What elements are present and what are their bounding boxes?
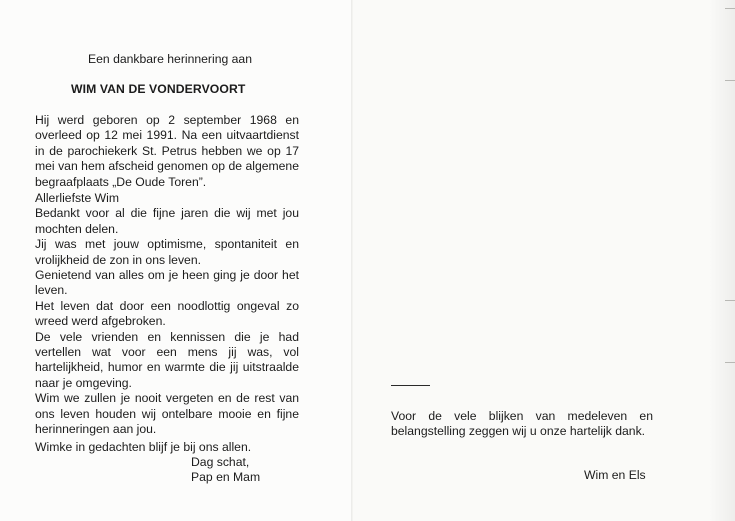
page-edge-mark	[725, 362, 735, 363]
poem-line: Bedankt voor al die fijne jaren die wij met jou mochten delen.	[35, 206, 299, 236]
poem-line: De vele vrienden en kennissen die je had vertellen wat voor een mens jij was, vol hartelijkheid, humor en warmte die jij uitstraalde naar je omgeving.	[35, 329, 299, 390]
thanks-paragraph: Voor de vele blijken van medeleven en belangstelling zeggen wij u onze hartelijk dank.	[391, 409, 653, 439]
closing-line: Wimke in gedachten blijf je bij ons allen.	[35, 440, 252, 454]
parents-signature: Pap en Mam	[191, 470, 261, 484]
deceased-name: WIM VAN DE VONDERVOORT	[71, 82, 246, 96]
farewell-line: Dag schat,	[191, 455, 250, 469]
poem-line: Genietend van alles om je heen ging je door het leven.	[35, 268, 299, 298]
intro-line: Een dankbare herinnering aan	[88, 52, 252, 66]
right-page	[353, 0, 735, 521]
thanks-signature: Wim en Els	[584, 468, 646, 482]
page-edge-mark	[725, 80, 735, 81]
poem-line: Wim we zullen je nooit vergeten en de rest van ons leven houden wij ontelbare mooie en fijne herinneringen aan jou.	[35, 391, 299, 437]
poem	[35, 191, 299, 438]
poem-line: Het leven dat door een noodlottig ongeval zo wreed werd afgebroken.	[35, 298, 299, 329]
page-edge-shadow	[709, 0, 735, 521]
poem-line: Jij was met jouw optimisme, spontaniteit en vrolijkheid de zon in ons leven.	[35, 237, 299, 267]
page-edge-mark	[725, 300, 735, 301]
poem-greeting: Allerliefste Wim	[35, 191, 119, 205]
page-edge-mark	[725, 8, 735, 9]
biography-paragraph: Hij werd geboren op 2 september 1968 en overleed op 12 mei 1991. Na een uitvaartdienst in de parochiekerk St. Petrus hebben we op 17 mei van hem afscheid genomen op de algemene begraafplaats „De Oude Toren”.	[35, 113, 299, 189]
divider-line	[391, 385, 430, 386]
left-page	[0, 0, 352, 521]
